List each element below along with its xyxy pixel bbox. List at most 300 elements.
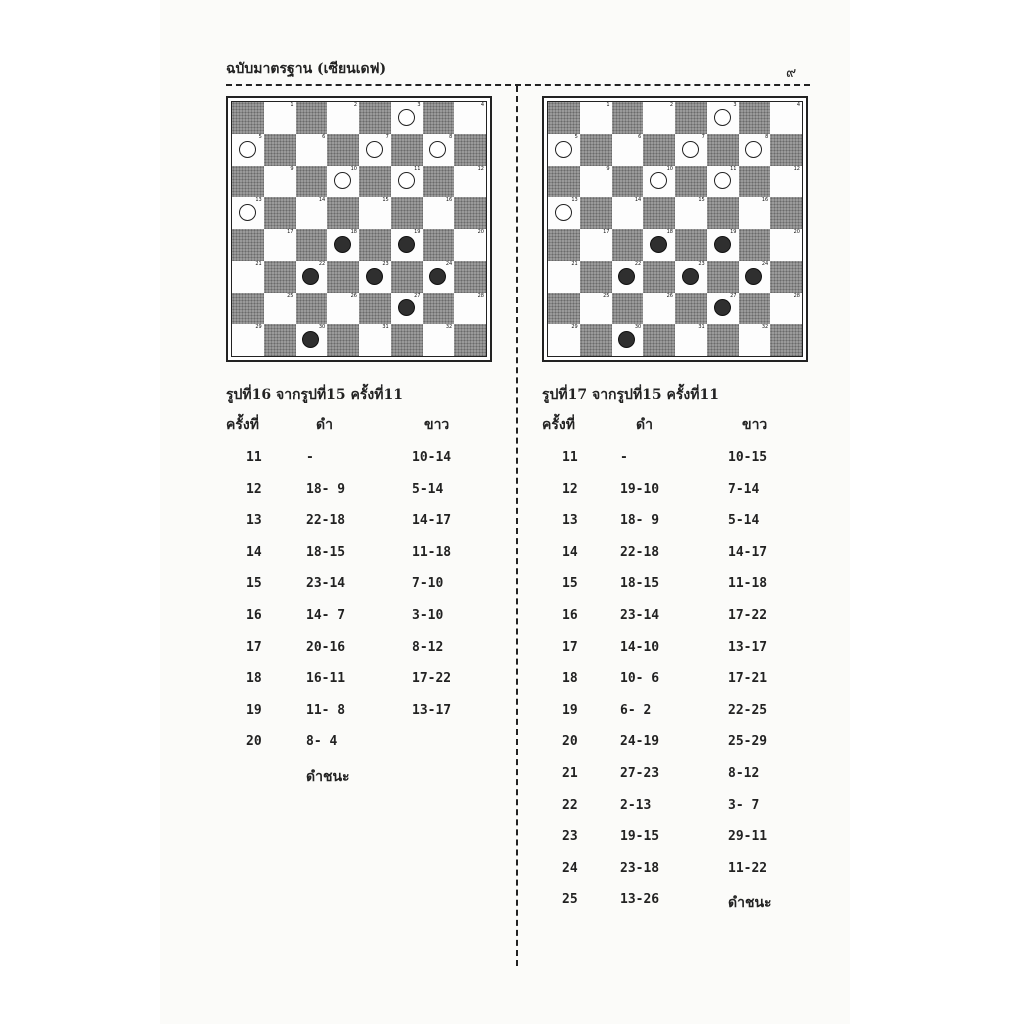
board-grid — [231, 101, 487, 357]
board-square — [548, 134, 580, 166]
move-number: 11 — [246, 450, 262, 465]
black-move: 18- 9 — [620, 513, 660, 529]
board-square-dark — [675, 293, 707, 325]
board-square — [327, 102, 359, 134]
checkers-board-diagram-17 — [542, 96, 808, 362]
white-move: 10-15 — [728, 450, 768, 465]
move-row — [226, 576, 486, 596]
move-number: 24 — [562, 860, 578, 876]
black-move: ดำชนะ — [306, 769, 350, 785]
move-number: 14 — [562, 544, 578, 560]
square-number: 28 — [793, 292, 800, 299]
square-number: 11 — [730, 165, 737, 172]
board-square — [643, 293, 675, 325]
black-checker-piece — [714, 236, 731, 253]
board-square-dark — [612, 166, 644, 198]
square-number: 29 — [255, 324, 262, 331]
white-checker-piece — [555, 141, 572, 158]
board-square-dark — [580, 197, 612, 229]
square-number: 32 — [445, 324, 453, 331]
square-number: 32 — [761, 324, 769, 331]
board-square — [707, 166, 739, 198]
move-row — [226, 703, 486, 723]
board-square — [296, 324, 328, 356]
board-square — [580, 102, 612, 134]
move-row — [542, 450, 802, 470]
board-square-dark — [327, 261, 359, 293]
board-square — [739, 134, 771, 166]
board-square-dark — [232, 293, 264, 325]
move-row — [542, 829, 802, 849]
black-move: 23-18 — [620, 860, 660, 876]
board-square — [548, 197, 580, 229]
white-checker-piece — [555, 204, 572, 221]
white-move: 13-17 — [412, 702, 452, 718]
board-square — [232, 324, 264, 356]
move-table-16 — [226, 414, 496, 794]
move-number: 13 — [246, 513, 262, 529]
white-move: 29-11 — [728, 829, 768, 845]
black-move: - — [620, 450, 628, 465]
black-move: 18-15 — [620, 576, 660, 592]
square-number: 25 — [603, 292, 610, 299]
board-square — [675, 324, 707, 356]
board-square — [643, 229, 675, 261]
white-checker-piece — [239, 204, 256, 221]
board-square — [296, 197, 328, 229]
move-number: 23 — [562, 829, 578, 845]
board-square-dark — [770, 197, 802, 229]
move-number: 12 — [562, 481, 578, 497]
white-checker-piece — [650, 172, 667, 189]
column-header-white: ขาว — [742, 417, 768, 433]
square-number: 3 — [733, 102, 737, 108]
square-number: 3 — [417, 102, 421, 108]
square-number: 1 — [290, 102, 294, 108]
board-square — [675, 134, 707, 166]
board-square — [707, 229, 739, 261]
move-number: 17 — [246, 639, 262, 655]
white-checker-piece — [682, 141, 699, 158]
black-checker-piece — [398, 236, 415, 253]
square-number: 26 — [666, 292, 673, 299]
board-square-dark — [548, 166, 580, 198]
board-square — [359, 197, 391, 229]
column-header-turn: ครั้งที่ — [542, 417, 575, 433]
board-square-dark — [264, 134, 296, 166]
square-number: 8 — [449, 133, 453, 140]
move-row — [542, 734, 802, 754]
white-move: 25-29 — [728, 734, 768, 750]
white-checker-piece — [714, 109, 731, 126]
square-number: 2 — [353, 102, 357, 108]
white-move: 11-22 — [728, 860, 768, 876]
board-square-dark — [359, 166, 391, 198]
square-number: 22 — [318, 260, 326, 267]
board-square-dark — [327, 134, 359, 166]
board-square-dark — [739, 293, 771, 325]
board-square-dark — [296, 102, 328, 134]
board-square — [675, 261, 707, 293]
board-square-dark — [423, 293, 455, 325]
board-square — [770, 102, 802, 134]
black-move: 10- 6 — [620, 671, 660, 687]
square-number: 1 — [606, 102, 610, 108]
white-move: ดำชนะ — [728, 895, 772, 912]
board-square — [643, 102, 675, 134]
column-header-black: ดำ — [636, 417, 653, 433]
black-move: 22-18 — [306, 513, 346, 529]
board-square — [454, 229, 486, 261]
black-move: 11- 8 — [306, 702, 346, 718]
move-number: 22 — [562, 797, 578, 813]
board-square — [391, 293, 423, 325]
diagram-caption: รูปที่16 จากรูปที่15 ครั้งที่11 — [226, 387, 403, 403]
move-row — [542, 513, 802, 533]
move-row — [226, 450, 486, 470]
white-checker-piece — [239, 141, 256, 158]
black-checker-piece — [398, 299, 415, 316]
black-checker-piece — [302, 331, 319, 348]
board-square — [675, 197, 707, 229]
board-square — [423, 261, 455, 293]
board-square — [580, 166, 612, 198]
square-number: 13 — [571, 197, 578, 204]
board-square — [454, 102, 486, 134]
black-move: 2-13 — [620, 797, 652, 813]
black-move: 24-19 — [620, 734, 660, 750]
board-square — [548, 324, 580, 356]
board-square-dark — [264, 197, 296, 229]
black-checker-piece — [366, 268, 383, 285]
white-checker-piece — [334, 172, 351, 189]
black-checker-piece — [714, 299, 731, 316]
black-move: 14-10 — [620, 639, 660, 655]
board-square-dark — [391, 324, 423, 356]
move-row — [226, 671, 486, 691]
board-square — [232, 197, 264, 229]
move-row — [226, 513, 486, 533]
square-number: 9 — [290, 165, 294, 172]
board-square — [454, 166, 486, 198]
square-number: 21 — [255, 260, 262, 267]
square-number: 5 — [258, 133, 262, 140]
board-square — [770, 229, 802, 261]
square-number: 18 — [350, 229, 357, 235]
move-number: 18 — [562, 671, 578, 687]
square-number: 15 — [382, 197, 389, 204]
board-square-dark — [391, 197, 423, 229]
white-move: 8-12 — [728, 766, 760, 781]
board-square-dark — [423, 102, 455, 134]
square-number: 27 — [414, 292, 421, 299]
square-number: 27 — [730, 292, 737, 299]
black-move: 19-10 — [620, 481, 660, 497]
black-move: 8- 4 — [306, 734, 338, 750]
square-number: 20 — [793, 229, 800, 235]
move-row — [542, 545, 802, 565]
move-row — [226, 482, 486, 502]
board-square-dark — [612, 229, 644, 261]
black-move: 18-15 — [306, 544, 346, 560]
white-move: 11-18 — [728, 576, 768, 592]
board-square — [264, 293, 296, 325]
square-number: 12 — [477, 165, 484, 172]
board-square — [612, 324, 644, 356]
column-header-white: ขาว — [424, 417, 450, 433]
black-checker-piece — [618, 268, 635, 285]
board-square — [391, 229, 423, 261]
white-move: 22-25 — [728, 702, 768, 718]
white-move: 14-17 — [412, 513, 452, 529]
board-square-dark — [548, 293, 580, 325]
board-square — [264, 102, 296, 134]
white-move: 7-14 — [728, 481, 760, 497]
square-number: 30 — [318, 324, 326, 331]
square-number: 10 — [666, 165, 673, 172]
move-number: 18 — [246, 671, 262, 687]
black-move: 23-14 — [620, 608, 660, 623]
white-move: 17-22 — [728, 608, 768, 623]
white-checker-piece — [398, 109, 415, 126]
board-square — [423, 197, 455, 229]
board-grid — [547, 101, 803, 357]
square-number: 7 — [385, 133, 389, 140]
square-number: 13 — [255, 197, 262, 204]
board-square-dark — [612, 102, 644, 134]
square-number: 26 — [350, 292, 357, 299]
move-row — [542, 703, 802, 723]
board-square-dark — [296, 293, 328, 325]
board-square — [264, 166, 296, 198]
board-square-dark — [739, 166, 771, 198]
black-move: 27-23 — [620, 766, 660, 781]
square-number: 18 — [666, 229, 673, 235]
board-square — [391, 102, 423, 134]
white-move: 11-18 — [412, 544, 452, 560]
board-square — [612, 197, 644, 229]
square-number: 5 — [574, 133, 578, 140]
board-square-dark — [232, 229, 264, 261]
square-number: 31 — [382, 324, 389, 331]
move-table-17 — [542, 414, 812, 914]
square-number: 10 — [350, 165, 357, 172]
black-move: 20-16 — [306, 639, 346, 655]
column-header-turn: ครั้งที่ — [226, 417, 259, 433]
square-number: 25 — [287, 292, 294, 299]
square-number: 6 — [322, 133, 326, 140]
black-move: 16-11 — [306, 671, 346, 687]
square-number: 23 — [698, 260, 705, 267]
move-row — [542, 576, 802, 596]
board-square-dark — [580, 261, 612, 293]
black-move: 18- 9 — [306, 481, 346, 497]
move-row — [542, 892, 802, 912]
board-square-dark — [423, 166, 455, 198]
square-number: 11 — [414, 165, 421, 172]
move-row — [542, 671, 802, 691]
board-square-dark — [359, 102, 391, 134]
board-square-dark — [643, 134, 675, 166]
move-number: 19 — [562, 702, 578, 718]
square-number: 29 — [571, 324, 578, 331]
square-number: 24 — [761, 260, 769, 267]
board-square — [423, 324, 455, 356]
board-square — [612, 261, 644, 293]
board-square — [643, 166, 675, 198]
move-row — [542, 766, 802, 786]
square-number: 31 — [698, 324, 705, 331]
board-square-dark — [707, 324, 739, 356]
square-number: 7 — [701, 133, 705, 140]
board-square-dark — [454, 197, 486, 229]
board-square-dark — [739, 229, 771, 261]
black-move: - — [306, 450, 314, 465]
square-number: 17 — [287, 229, 294, 235]
black-checker-piece — [745, 268, 762, 285]
diagram-caption: รูปที่17 จากรูปที่15 ครั้งที่11 — [542, 387, 719, 403]
white-move: 7-10 — [412, 576, 444, 592]
board-square — [232, 261, 264, 293]
square-number: 30 — [634, 324, 642, 331]
square-number: 21 — [571, 260, 578, 267]
square-number: 14 — [318, 197, 326, 204]
move-row — [542, 640, 802, 660]
board-square-dark — [454, 134, 486, 166]
black-checker-piece — [334, 236, 351, 253]
board-square-dark — [675, 166, 707, 198]
board-square-dark — [327, 197, 359, 229]
board-square-dark — [707, 261, 739, 293]
square-number: 16 — [761, 197, 769, 204]
move-number: 15 — [562, 576, 578, 592]
board-square — [580, 229, 612, 261]
board-square-dark — [643, 261, 675, 293]
square-number: 17 — [603, 229, 610, 235]
board-square-dark — [264, 324, 296, 356]
board-square-dark — [643, 197, 675, 229]
board-square-dark — [739, 102, 771, 134]
board-square-dark — [296, 166, 328, 198]
white-move: 14-17 — [728, 544, 768, 560]
board-square-dark — [770, 134, 802, 166]
board-square — [359, 134, 391, 166]
white-checker-piece — [714, 172, 731, 189]
square-number: 14 — [634, 197, 642, 204]
board-square-dark — [612, 293, 644, 325]
square-number: 28 — [477, 292, 484, 299]
board-square-dark — [232, 166, 264, 198]
board-square — [296, 261, 328, 293]
white-checker-piece — [745, 141, 762, 158]
board-square — [739, 197, 771, 229]
board-square — [739, 324, 771, 356]
board-square — [454, 293, 486, 325]
move-number: 16 — [246, 608, 262, 623]
board-square — [707, 102, 739, 134]
board-square-dark — [296, 229, 328, 261]
board-square — [739, 261, 771, 293]
white-move: 3- 7 — [728, 797, 760, 813]
square-number: 19 — [730, 229, 737, 235]
move-number: 12 — [246, 481, 262, 497]
move-number: 21 — [562, 766, 578, 781]
square-number: 4 — [796, 102, 800, 108]
board-square — [359, 261, 391, 293]
move-row — [542, 482, 802, 502]
square-number: 2 — [669, 102, 673, 108]
white-move: 3-10 — [412, 608, 444, 623]
white-move: 10-14 — [412, 450, 452, 465]
board-square-dark — [232, 102, 264, 134]
checkers-board-diagram-16 — [226, 96, 492, 362]
board-square — [707, 293, 739, 325]
board-square-dark — [675, 229, 707, 261]
square-number: 23 — [382, 260, 389, 267]
black-checker-piece — [682, 268, 699, 285]
square-number: 22 — [634, 260, 642, 267]
move-row — [542, 798, 802, 818]
board-square-dark — [770, 261, 802, 293]
square-number: 12 — [793, 165, 800, 172]
board-square — [327, 293, 359, 325]
black-checker-piece — [429, 268, 446, 285]
board-square-dark — [423, 229, 455, 261]
black-move: 19-15 — [620, 829, 660, 845]
square-number: 15 — [698, 197, 705, 204]
white-move: 5-14 — [728, 513, 760, 529]
board-square-dark — [548, 229, 580, 261]
board-square — [770, 293, 802, 325]
black-move: 22-18 — [620, 544, 660, 560]
board-square — [264, 229, 296, 261]
board-square — [391, 166, 423, 198]
white-move: 8-12 — [412, 639, 444, 655]
square-number: 4 — [480, 102, 484, 108]
move-number: 15 — [246, 576, 262, 592]
move-number: 13 — [562, 513, 578, 529]
board-square — [359, 324, 391, 356]
black-move: 14- 7 — [306, 608, 346, 623]
move-number: 17 — [562, 639, 578, 655]
board-square — [580, 293, 612, 325]
move-row — [542, 861, 802, 881]
board-square-dark — [359, 229, 391, 261]
board-square-dark — [391, 261, 423, 293]
move-row — [226, 734, 486, 754]
board-square-dark — [707, 197, 739, 229]
board-square-dark — [643, 324, 675, 356]
black-checker-piece — [618, 331, 635, 348]
header-dashed-rule — [226, 84, 810, 86]
board-square-dark — [580, 134, 612, 166]
move-number: 20 — [246, 734, 262, 750]
board-square-dark — [454, 324, 486, 356]
square-number: 19 — [414, 229, 421, 235]
board-square-dark — [391, 134, 423, 166]
white-move: 5-14 — [412, 481, 444, 497]
board-square-dark — [580, 324, 612, 356]
move-number: 19 — [246, 702, 262, 718]
board-square-dark — [359, 293, 391, 325]
page-number: ๙ — [786, 65, 797, 81]
board-square — [327, 229, 359, 261]
white-checker-piece — [429, 141, 446, 158]
board-square-dark — [264, 261, 296, 293]
move-row — [226, 545, 486, 565]
move-number: 25 — [562, 892, 578, 908]
board-square — [770, 166, 802, 198]
